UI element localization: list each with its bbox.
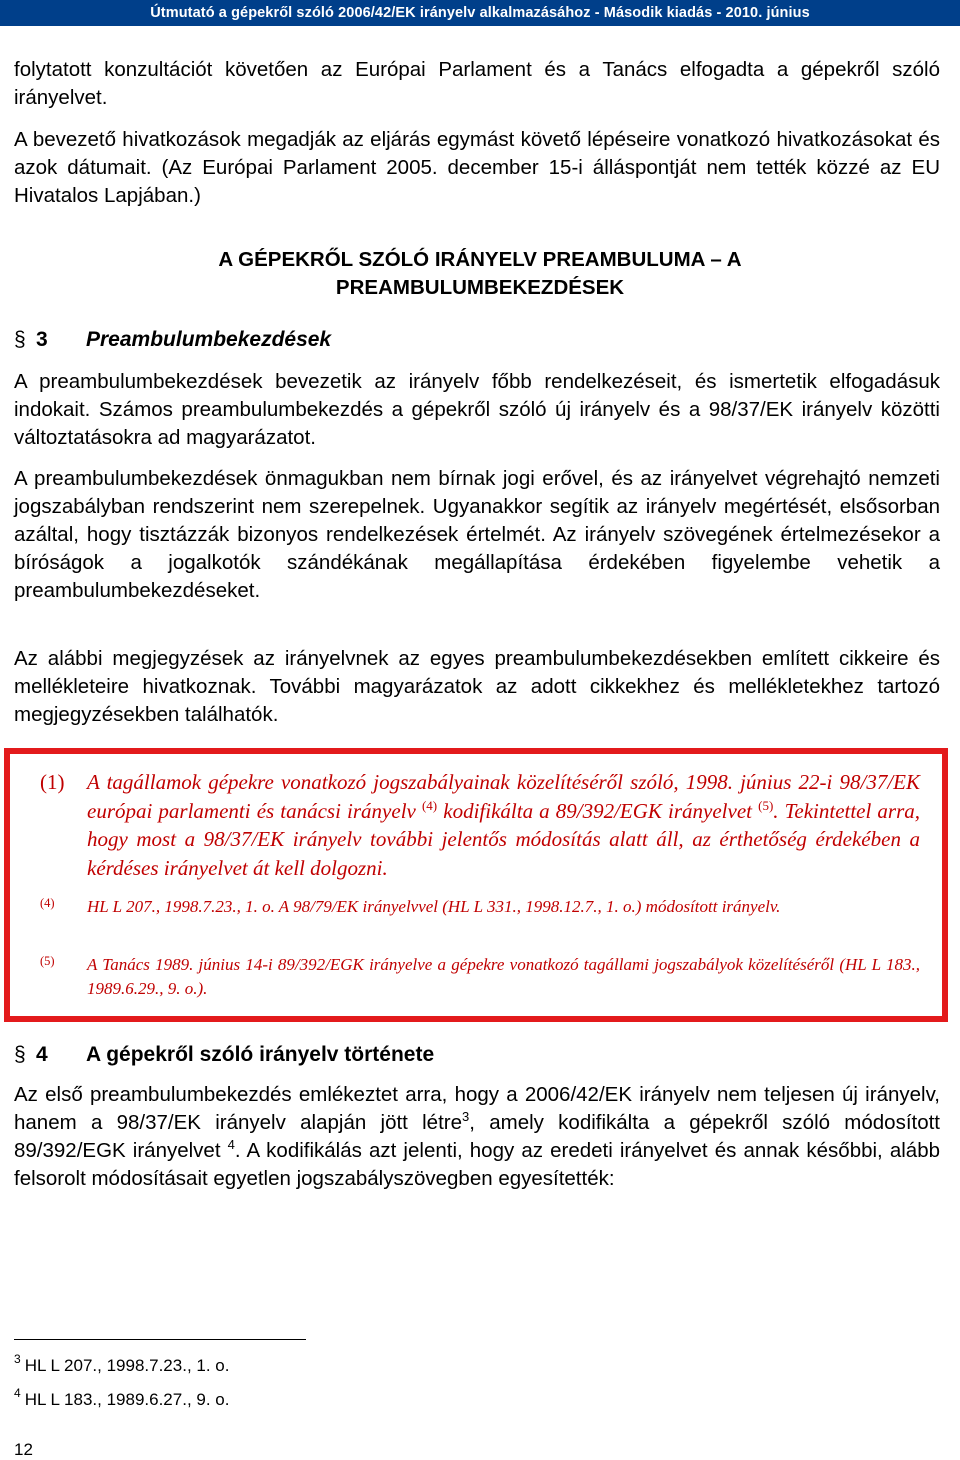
recital-ref-4: (4) <box>421 797 438 813</box>
chapter-title: A GÉPEKRŐL SZÓLÓ IRÁNYELV PREAMBULUMA – A PREAMBULUMBEKEZDÉSEK <box>218 248 742 299</box>
footnote-3 <box>14 1352 230 1377</box>
section-title: Preambulumbekezdések <box>86 328 332 351</box>
section-symbol: § <box>14 1043 26 1066</box>
section-3-paragraph-2: A preambulumbekezdések önmagukban nem bírnak jogi erővel, és az irányelvet végrehajtó nemzeti jogszabályban rendszerint nem szerepelnek. Ugyanakkor segítik az irányelv megértését, elsősorban azáltal, hogy tisztázzák bizonyos rendelkezések értelmét. Az irányelv szövegének értelmezésekor a bíróságok a jogalkotók szándékának megállapítása érdekében figyelembe vehetik a preambulumbekezdéseket. <box>14 467 940 602</box>
footnote-text: A Tanács 1989. június 14-i 89/392/EGK irányelve a gépekre vonatkozó tagállami jogszabályok közelítéséről (HL L 183., 1989.6.29., 9. o.). <box>87 955 920 998</box>
section-4-heading <box>14 1041 434 1069</box>
section-3-paragraph-1: A preambulumbekezdések bevezetik az irányelv főbb rendelkezéseit, és ismertetik elfogadásuk indokait. Számos preambulumbekezdés a gépekről szóló új irányelv és a 98/37/EK irányelv közötti változtatásokra ad magyarázatot. <box>14 370 940 449</box>
section-number: 3 <box>36 328 48 351</box>
footnote-separator <box>14 1339 306 1340</box>
recital-footnote-4 <box>40 895 920 919</box>
recital-text: A tagállamok gépekre vonatkozó jogszabályainak közelítéséről szóló, 1998. június 22-i 98/37/EK európai parlamenti és tanácsi irányelv $^{(4)}$ kodifikálta a 89/392/EGK irányelvet $^{(5)}$. Tekintettel arra, hogy most a 98/37/EK irányelv további jelentős módosítás alatt áll, az érthetőség érdekében a kérdéses irányelvet át kell dolgozni. <box>87 770 921 880</box>
section-title: A gépekről szóló irányelv története <box>86 1043 435 1066</box>
footnote-text: HL L 183., 1989.6.27., 9. o. <box>24 1390 230 1409</box>
footnote-mark: 3 <box>14 1352 21 1366</box>
section-4-paragraph: Az első preambulumbekezdés emlékeztet arra, hogy a 2006/42/EK irányelv nem teljesen új irányelv, hanem a 98/37/EK irányelv alapján jött létre$^3$, amely kodifikálta a gépekről szóló módosított 89/392/EGK irányelvet $^4$. A kodifikálás azt jelenti, hogy az eredeti irányelvet és annak későbbi, alább felsorolt módosításait egyetlen jogszabályszövegben egyesítették: <box>14 1083 941 1190</box>
footnote-ref-3: 3 <box>462 1109 470 1124</box>
footnote-mark: (4) <box>40 896 55 910</box>
recital-ref-5: (5) <box>758 797 774 813</box>
page-number: 12 <box>14 1440 33 1459</box>
intro-paragraph-1: folytatott konzultációt követően az Európai Parlament és a Tanács elfogadta a gépekről szóló irányelvet. <box>14 58 940 109</box>
footnote-mark: (5) <box>40 954 55 968</box>
footnote-text: HL L 207., 1998.7.23., 1. o. A 98/79/EK irányelvvel (HL L 331., 1998.12.7., 1. o.) módosított irányelv. <box>87 897 781 916</box>
footnote-4 <box>14 1386 230 1411</box>
section-number: 4 <box>36 1043 48 1066</box>
intro-paragraph-2: A bevezető hivatkozások megadják az eljárás egymást követő lépéseire vonatkozó hivatkozásokat és azok dátumait. (Az Európai Parlament 2005. december 15-i álláspontját nem tették közzé az EU Hivatalos Lapjában.) <box>14 128 940 207</box>
recital-footnote-5 <box>40 953 920 1001</box>
recital-1 <box>40 768 920 882</box>
section-symbol: § <box>14 328 26 351</box>
footnote-text: HL L 207., 1998.7.23., 1. o. <box>24 1356 230 1375</box>
section-3-paragraph-3: Az alábbi megjegyzések az irányelvnek az egyes preambulumbekezdésekben említett cikkeire és mellékleteire hivatkoznak. További magyarázatok az adott cikkekhez és mellékletekhez tartozó megjegyzésekben találhatók. <box>14 647 940 726</box>
footnote-ref-4: 4 <box>227 1137 235 1152</box>
footnote-mark: 4 <box>14 1386 21 1400</box>
running-header: Útmutató a gépekről szóló 2006/42/EK irányelv alkalmazásához - Második kiadás - 2010. június <box>0 0 960 26</box>
section-3-heading <box>14 326 331 354</box>
recital-number: (1) <box>40 770 65 794</box>
